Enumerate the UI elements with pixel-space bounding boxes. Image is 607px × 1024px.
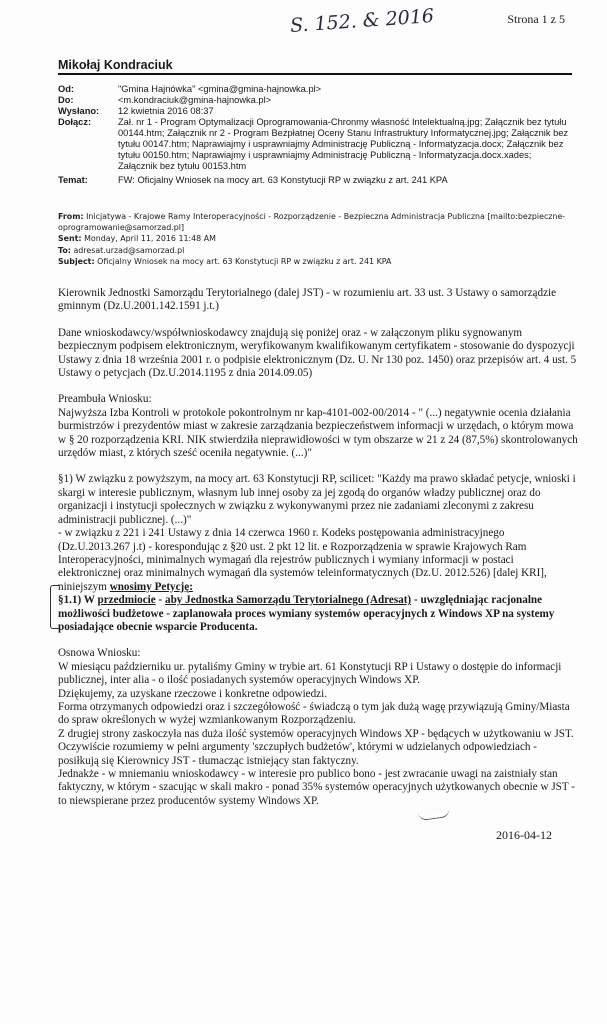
meta-row-subject: [58, 175, 570, 186]
handwritten-annotation: S. 152. & 2016: [289, 5, 435, 37]
applicant-paragraph: Dane wnioskodawcy/współwnioskodawcy znajdują się poniżej oraz - w załączonym pliku sygnowanym bezpiecznym podpisem elektronicznym, weryfikowanym kwalifikowanym certyfikatem - stosowanie do dyspozycji Ustawy z dnia 18 września 2001 r. o podpisie elektronicznym (Dz. U. Nr 130 poz. 1450) oraz przepisów art. 4 ust. 5 Ustawy o petycjach (Dz.U.2014.1195 z dnia 2014.09.05): [58, 326, 577, 380]
basis-line: Z drugiej strony zaskoczyła nas duża ilość systemów operacyjnych Windows XP - będących w użytkowaniu w JST.: [58, 727, 574, 740]
meta-label: Od:: [58, 84, 75, 94]
basis-title: Osnowa Wniosku:: [58, 647, 141, 660]
meta-label: Wysłano:: [58, 106, 100, 116]
forwarded-subject: [58, 256, 578, 267]
forwarded-to-label: To:: [58, 245, 71, 255]
forwarded-header: [58, 211, 578, 267]
petition-prefix: §1.1) W: [58, 594, 95, 607]
basis-line: Jednakże - w mniemaniu wnioskodawcy - w interesie pro publico bono - jest zwracanie uwagi na zaistniały stan faktyczny, w którym - szacując w skali makro - ponad 35% systemów operacyjnych użytkowanych obecnie w JST - to niewspierane przez producentów systemy Windows XP.: [58, 768, 575, 807]
footer-date: 2016-04-12: [496, 828, 552, 842]
forwarded-sent: [58, 233, 578, 244]
legal-basis-paragraph: §1) W związku z powyższym, na mocy art. 63 Konstytucji RP, scilicet: "Każdy ma prawo składać petycje, wnioski i skargi w interesie publicznym, własnym lub innej osoby za jej zgodą do organów władzy publicznej oraz do organizacji i instytucji społecznych w związku z wykonywanymi przez nie zadaniami zleconymi z zakresu administracji publicznej. (...)": [58, 473, 576, 526]
basis-line: W miesiącu październiku ur. pytaliśmy Gminy w trybie art. 61 Konstytucji RP i Ustawy o dostępie do informacji publicznej, inter alia - o ilość posiadanych systemów operacyjnych Windows XP.: [58, 660, 562, 687]
addressee-paragraph: Kierownik Jednostki Samorządu Terytorialnego (dalej JST) - w rozumieniu art. 33 ust. 3 Ustawy o samorządzie gminnym (Dz.U.2001.142.1591 j.t.): [58, 287, 557, 313]
preamble-paragraph: Najwyższa Izba Kontroli w protokole pokontrolnym nr kap-4101-002-00/2014 - " (...) negatywnie ocenia działania burmistrzów i prezydentów miast w zakresie zarządzania bezpieczeństwem informacji w urzędach, o którym mowa w § 20 rozporządzenia KRI. NIK stwierdziła nieprawidłowości w tym obszarze w 21 z 24 (87,5%) skontrolowanych urzędów miast, z których sześć oceniła negatywnie. (...)": [58, 406, 578, 460]
meta-value: <m.kondraciuk@gmina-hajnowka.pl>: [118, 95, 272, 105]
basis-line: Oczywiście rozumiemy w pełni argumenty 'szczupłych budżetów', którymi w udzielanych odpowiedziach - posiłkują się Kierownicy JST - tłumacząc istniejący stan faktyczny.: [58, 741, 537, 767]
basis-line: Forma otrzymanych odpowiedzi oraz i szczegółowość - świadczą o tym jak dużą wagę przywiązują Gminy/Miasta do spraw określonych w wyżej wzmiankowanym Rozporządzeniu.: [58, 700, 570, 727]
petition-dash: -: [158, 594, 163, 607]
handwritten-mark: [418, 808, 451, 821]
margin-bracket-mark: [50, 585, 59, 629]
petition-subject: [58, 594, 578, 634]
meta-row-to: [58, 95, 570, 106]
meta-row-from: [58, 84, 570, 95]
forwarded-from-value: Inicjatywa - Krajowe Ramy Interoperacyjności - Rozporządzenie - Bezpieczna Administracja Publiczna [mailto:bezpieczne-oprogramowanie@samorzad.pl]: [58, 212, 566, 233]
forwarded-sent-label: Sent:: [58, 234, 82, 244]
meta-label: Do:: [58, 95, 74, 105]
petition-underline-1: przedmiocie: [97, 594, 156, 607]
page-number: Strona 1 z 5: [507, 12, 565, 26]
forwarded-from: [58, 211, 578, 233]
sender-name: Mikołaj Kondraciuk: [58, 58, 173, 72]
meta-label: Temat:: [58, 175, 88, 185]
meta-row-sent: [58, 106, 570, 117]
forwarded-from-label: From:: [58, 212, 84, 221]
letter-body: [58, 287, 578, 808]
meta-value: FW: Oficjalny Wniosek na mocy art. 63 Konstytucji RP w związku z art. 241 KPA: [118, 175, 448, 185]
basis-line: Dziękujemy, za uzyskane rzeczowe i konkretne odpowiedzi.: [58, 687, 328, 700]
forwarded-to: [58, 245, 578, 256]
petition-rest: - uwzględniając racjonalne możliwości budżetowe - zaplanowała proces wymiany systemów operacyjnych z Windows XP na systemy posiadające obecnie wsparcie Producenta.: [58, 594, 555, 633]
petition-label: wnosimy Petycję:: [109, 580, 193, 593]
meta-label: Dołącz:: [58, 117, 92, 127]
meta-value: "Gmina Hajnówka" <gmina@gmina-hajnowka.pl>: [118, 84, 322, 94]
header-divider: [58, 73, 572, 75]
forwarded-subject-value: Oficjalny Wniosek na mocy art. 63 Konstytucji RP w związku z art. 241 KPA: [97, 256, 392, 266]
email-metadata: [58, 84, 570, 186]
meta-row-attachments: [58, 117, 570, 172]
forwarded-to-value: adresat.urzad@samorzad.pl: [73, 245, 185, 255]
preamble-title: Preambuła Wniosku:: [58, 393, 152, 406]
legal-basis-text: - w związku z 221 i 241 Ustawy z dnia 14 czerwca 1960 r. Kodeks postępowania administracyjnego (Dz.U.2013.267 j.t) - korespondując z §20 ust. 2 pkt 12 lit. e Rozporządzenia w sprawie Krajowych Ram Interoperacyjności, minimalnych wymagań dla rejestrów publicznych i wymiany informacji w postaci elektronicznej oraz minimalnych wymagań dla systemów teleinformatycznych (Dz.U. 2012.526) [dalej KRI], niniejszym: [58, 527, 547, 593]
legal-basis-continuation: [58, 527, 578, 594]
meta-value: 12 kwietnia 2016 08:37: [118, 106, 214, 116]
attachments-list: Zał. nr 1 - Program Optymalizacji Oprogramowania-Chronmy własność Intelektualną.jpg; Załącznik bez tytułu 00144.htm; Załącznik nr 2 - Program Bezpłatnej Oceny Stanu Infrastruktury Informatycznej.jpg; Załącznik bez tytułu 00147.htm; Naprawiajmy i usprawniajmy Administrację Publiczną - Informatyzacja.docx; Załącznik bez tytułu 00150.htm; Naprawiajmy i usprawniajmy Administrację Publiczną - Informatyzacja.docx.xades; Załącznik bez tytułu 00153.htm: [118, 117, 569, 171]
petition-underline-2: aby Jednostka Samorządu Terytorialnego (Adresat): [165, 594, 412, 607]
forwarded-subject-label: Subject:: [58, 256, 95, 266]
forwarded-sent-value: Monday, April 11, 2016 11:48 AM: [84, 234, 216, 244]
